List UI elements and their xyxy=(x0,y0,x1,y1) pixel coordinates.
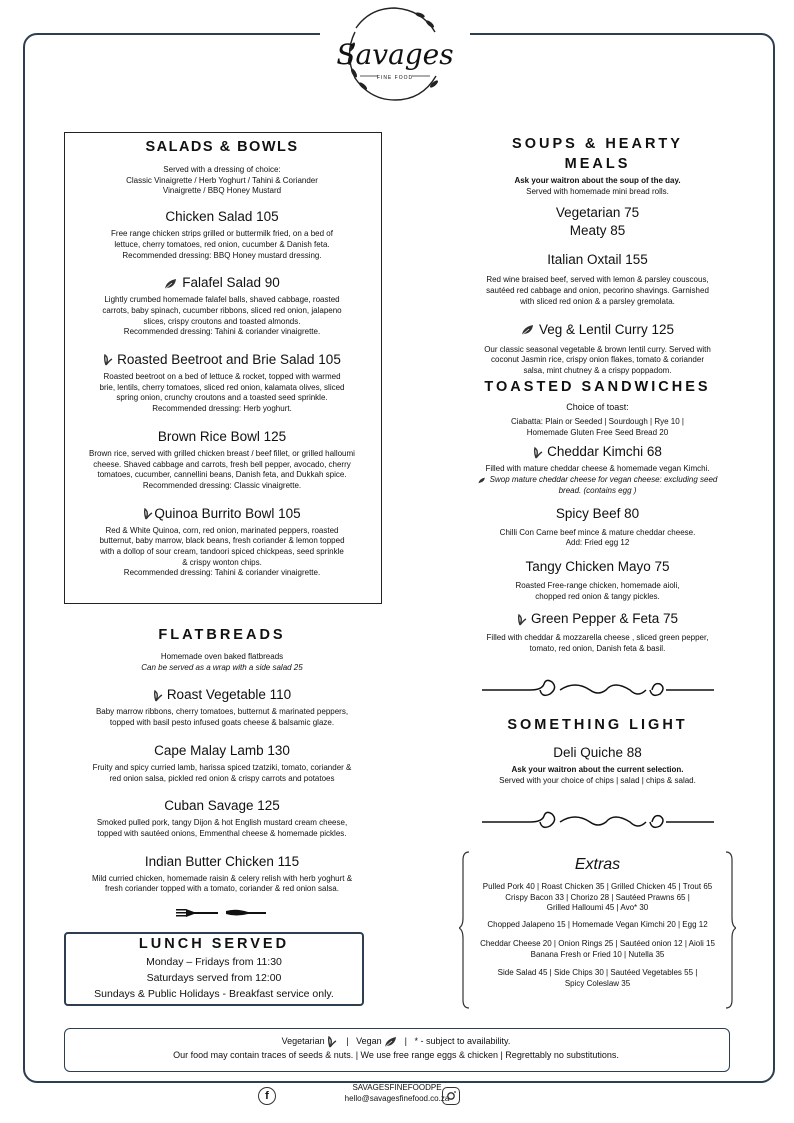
vegetarian-leaf-icon xyxy=(533,447,543,459)
quiche-desc: Served with your choice of chips | salad | chips & salad. xyxy=(499,775,696,785)
item-cuban-savage: Cuban Savage 125 xyxy=(164,798,280,814)
item-desc: Roasted beetroot on a bed of lettuce & rocket, topped with warmed brie, lentils, cherry tomatoes, sliced red onion, kalamata olives, sliced spring onion, crunchy croutons and a toasted seed sprinkle. Recommended dressing: Herb yoghurt. xyxy=(99,372,345,414)
vegan-leaf-icon xyxy=(521,324,535,336)
soups-intro: Served with homemade mini bread rolls. xyxy=(526,186,669,196)
allergen-notice: Our food may contain traces of seeds & nuts. | We use free range eggs & chicken | Regrettably no substitutions. xyxy=(173,1050,619,1060)
swirl-divider xyxy=(480,676,716,709)
salads-column xyxy=(64,139,380,579)
vegan-leaf-icon xyxy=(164,278,178,290)
salads-intro: Served with a dressing of choice: Classic Vinaigrette / Herb Yoghurt / Tahini & Coriander Vinaigrette / BBQ Honey Mustard xyxy=(126,165,318,196)
lunch-sundays: Sundays & Public Holidays - Breakfast service only. xyxy=(94,988,334,1000)
facebook-icon[interactable]: f xyxy=(258,1087,276,1105)
flatbreads-wrap-note: Can be served as a wrap with a side salad 25 xyxy=(141,662,303,672)
soups-column xyxy=(450,134,745,377)
item-green-pepper-feta: Green Pepper & Feta 75 xyxy=(445,611,750,626)
item-desc: Filled with cheddar & mozzarella cheese , sliced green pepper, tomato, red onion, Danish feta & basil. xyxy=(486,633,709,654)
item-desc: Roasted Free-range chicken, homemade aioli, chopped red onion & tangy pickles. xyxy=(515,580,680,601)
savages-logo xyxy=(330,2,460,112)
instagram-icon[interactable] xyxy=(442,1087,460,1105)
social-handle[interactable]: SAVAGESFINEFOODPE xyxy=(352,1083,442,1092)
sandwiches-title: TOASTED SANDWICHES xyxy=(484,379,711,395)
item-desc: Free range chicken strips grilled or buttermilk fried, on a bed of lettuce, cherry tomatoes, red onion, cucumber & Danish feta. Recommended dressing: BBQ Honey mustard dressing. xyxy=(111,229,333,260)
lunch-hours xyxy=(64,936,364,1002)
flatbreads-intro: Homemade oven baked flatbreads xyxy=(160,652,284,661)
lunch-saturdays: Saturdays served from 12:00 xyxy=(146,972,282,984)
quiche-note: Ask your waitron about the current selection. xyxy=(511,765,684,774)
item-desc: Our classic seasonal vegetable & brown lentil curry. Served with coconut Jasmin rice, crispy onion flakes, tomato & coriander salsa, mint chutney & a crispy poppadom. xyxy=(484,344,711,375)
item-tangy-chicken-mayo: Tangy Chicken Mayo 75 xyxy=(525,558,670,574)
something-light-column xyxy=(445,717,750,786)
vegan-swap-note: Swop mature cheddar cheese for vegan cheese: excluding seed bread. (contains egg ) xyxy=(445,475,750,496)
lunch-title: LUNCH SERVED xyxy=(138,936,290,952)
item-desc: Smoked pulled pork, tangy Dijon & hot English mustard cream cheese, topped with sautéed onions, Emmenthal cheese & homemade pickles. xyxy=(96,818,348,838)
item-beetroot-brie-salad: Roasted Beetroot and Brie Salad 105 xyxy=(64,352,380,367)
cutlery-icon xyxy=(176,907,266,926)
lunch-weekdays: Monday – Fridays from 11:30 xyxy=(146,956,282,968)
item-desc: Baby marrow ribbons, cherry tomatoes, butternut & marinated peppers, topped with basil pesto infused goats cheese & balsamic glaze. xyxy=(95,707,349,728)
extras-list: Extras Pulled Pork 40 | Roast Chicken 35 | Grilled Chicken 45 | Trout 65 Crispy Bacon 33 | Chorizo 28 | Sautéed Prawns 65 | Grilled Halloumi 45 | Avo* 30 Chopped Jalapeno 15 | Homemade Vegan Kimchi 20 | Egg 12 Cheddar Cheese 20 | Onion Rings 25 | Sautéed onion 12 | Aioli 15 Banana Fresh or Fried 10 | Nutella 35 Side Salad 45 | Side Chips 30 | Sautéed Vegetables 55 | Spicy Coleslaw 35 xyxy=(459,856,736,990)
item-italian-oxtail: Italian Oxtail 155 xyxy=(547,252,648,268)
item-roast-vegetable: Roast Vegetable 110 xyxy=(40,687,404,702)
item-chicken-salad: Chicken Salad 105 xyxy=(165,209,279,225)
vegetarian-leaf-icon xyxy=(153,690,163,702)
item-quinoa-burrito-bowl: Quinoa Burrito Bowl 105 xyxy=(64,506,380,521)
swirl-divider xyxy=(480,808,716,841)
item-indian-butter-chicken: Indian Butter Chicken 115 xyxy=(144,853,300,869)
item-brown-rice-bowl: Brown Rice Bowl 125 xyxy=(157,428,287,444)
salads-title: SALADS & BOWLS xyxy=(145,139,299,155)
toast-choice-label: Choice of toast: xyxy=(566,402,629,412)
item-vegetarian-soup: Vegetarian 75 xyxy=(555,205,640,221)
flatbreads-title: FLATBREADS xyxy=(158,627,286,643)
item-falafel-salad: Falafel Salad 90 xyxy=(64,275,380,290)
flatbreads-column xyxy=(40,627,404,895)
logo-wordmark: Savages xyxy=(336,38,454,71)
item-veg-lentil-curry: Veg & Lentil Curry 125 xyxy=(450,322,745,337)
item-desc: Chilli Con Carne beef mince & mature cheddar cheese. Add: Fried egg 12 xyxy=(499,527,696,548)
vegetarian-leaf-icon xyxy=(143,508,153,520)
svg-text:FINE FOOD: FINE FOOD xyxy=(376,75,414,81)
item-desc: Fruity and spicy curried lamb, harissa spiced tzatziki, tomato, coriander & red onion salsa, pickled red onion & crispy carrots and potatoes xyxy=(92,762,352,783)
item-spicy-beef: Spicy Beef 80 xyxy=(555,505,640,521)
footer-notes xyxy=(64,1034,728,1062)
contact-email[interactable]: hello@savagesfinefood.co.za xyxy=(344,1094,450,1103)
social-contacts xyxy=(200,1082,594,1104)
soups-title: SOUPS & HEARTY MEALS xyxy=(512,136,683,172)
vegetarian-leaf-icon xyxy=(103,354,113,366)
vegetarian-leaf-icon xyxy=(517,614,527,626)
item-cheddar-kimchi: Cheddar Kimchi 68 xyxy=(445,444,750,459)
legend-line: Vegetarian | Vegan | * - subject to availability. xyxy=(281,1036,511,1046)
item-desc: Red & White Quinoa, corn, red onion, marinated peppers, roasted butternut, baby marrow, black beans, fresh coriander & lemon topped with a dollop of sour cream, tandoori spiced chickpeas, seed sprinkle & crispy wonton chips. Recommended dressing: Tahini & coriander vinaigrette. xyxy=(99,525,345,578)
item-desc: Red wine braised beef, served with lemon & parsley couscous, sautéed red cabbage and onion, pecorino shavings. Garnished with sliced red onion & a parsley gremolata. xyxy=(486,275,709,306)
vegetarian-leaf-icon xyxy=(327,1036,337,1048)
vegan-leaf-icon xyxy=(384,1036,398,1048)
item-desc: Lightly crumbed homemade falafel balls, shaved cabbage, roasted carrots, baby spinach, cucumber ribbons, sliced red onion, jalapeno slices, crispy croutons and toasted almonds. Recommended dressing: Tahini & coriander vinaigrette. xyxy=(102,295,342,337)
toast-options: Ciabatta: Plain or Seeded | Sourdough | Rye 10 | Homemade Gluten Free Seed Bread 20 xyxy=(510,417,684,437)
sandwiches-column xyxy=(445,379,750,655)
item-desc: Filled with mature cheddar cheese & homemade vegan Kimchi. xyxy=(485,464,710,474)
item-desc: Mild curried chicken, homemade raisin & celery relish with herb yoghurt & fresh coriander topped with a tomato, coriander & red onion salsa. xyxy=(91,873,353,894)
item-deli-quiche: Deli Quiche 88 xyxy=(553,745,642,760)
something-light-title: SOMETHING LIGHT xyxy=(507,717,688,733)
soups-intro-bold: Ask your waitron about the soup of the day. xyxy=(514,176,681,185)
vegan-leaf-icon xyxy=(478,477,486,484)
extras-title: Extras xyxy=(574,856,621,873)
item-meaty-soup: Meaty 85 xyxy=(569,223,626,239)
item-desc: Brown rice, served with grilled chicken breast / beef fillet, or grilled halloumi cheese. Shaved cabbage and carrots, fresh bell pepper, avocado, cherry tomatoes, cucumber, cannellini beans, Danish feta, and Dukkah spice. Recommended dressing: Classic vinaigrette. xyxy=(89,448,355,490)
item-cape-malay-lamb: Cape Malay Lamb 130 xyxy=(154,742,290,758)
